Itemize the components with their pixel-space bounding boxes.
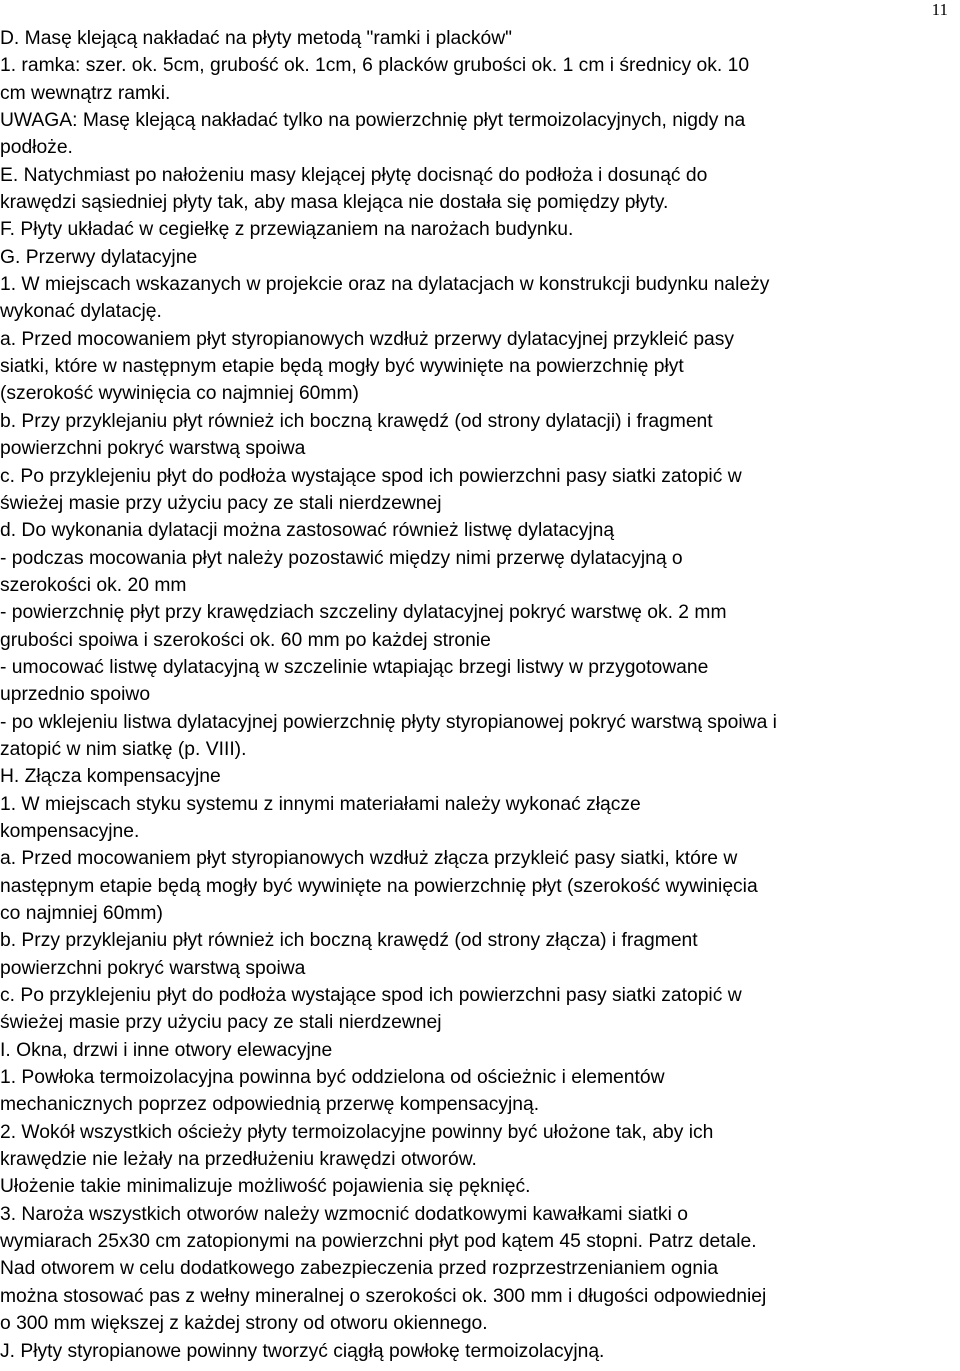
text-line: siatki, które w następnym etapie będą mogły być wywinięte na powierzchnię płyt bbox=[0, 356, 684, 378]
text-line: 1. W miejscach styku systemu z innymi materiałami należy wykonać złącze bbox=[0, 793, 641, 815]
text-line: D. Masę klejącą nakładać na płyty metodą "ramki i placków" bbox=[0, 28, 513, 49]
text-line: Nad otworem w celu dodatkowego zabezpieczenia przed rozprzestrzenianiem ognia bbox=[0, 1258, 719, 1280]
text-line: 3. Naroża wszystkich otworów należy wzmocnić dodatkowymi kawałkami siatki o bbox=[0, 1203, 688, 1225]
text-line: b. Przy przyklejaniu płyt również ich boczną krawędź (od strony złącza) i fragment bbox=[0, 930, 698, 952]
text-line: o 300 mm większej z każdej strony od otworu okiennego. bbox=[0, 1313, 488, 1335]
text-line: krawędzie nie leżały na przedłużeniu krawędzi otworów. bbox=[0, 1149, 477, 1171]
text-line: świeżej masie przy użyciu pacy ze stali nierdzewnej bbox=[0, 492, 442, 514]
text-line: szerokości ok. 20 mm bbox=[0, 574, 187, 596]
text-line: co najmniej 60mm) bbox=[0, 903, 163, 924]
text-line: cm wewnątrz ramki. bbox=[0, 82, 171, 104]
text-line: można stosować pas z wełny mineralnej o szerokości ok. 300 mm i długości odpowiedniej bbox=[0, 1285, 767, 1307]
text-line: - po wklejeniu listwa dylatacyjnej powierzchnię płyty styropianowej pokryć warstwą spoiwa i bbox=[0, 711, 777, 733]
text-line: powierzchni pokryć warstwą spoiwa bbox=[0, 957, 306, 979]
text-line: G. Przerwy dylatacyjne bbox=[0, 246, 198, 268]
text-line: (szerokość wywinięcia co najmniej 60mm) bbox=[0, 383, 359, 405]
text-line: I. Okna, drzwi i inne otwory elewacyjne bbox=[0, 1039, 333, 1061]
text-line: UWAGA: Masę klejącą nakładać tylko na powierzchnię płyt termoizolacyjnych, nigdy na bbox=[0, 110, 746, 132]
text-line: H. Złącza kompensacyjne bbox=[0, 766, 221, 788]
text-line: c. Po przyklejeniu płyt do podłoża wystające spod ich powierzchni pasy siatki zatopić w bbox=[0, 985, 742, 1007]
text-line: zatopić w nim siatkę (p. VIII). bbox=[0, 738, 247, 760]
text-line: wymiarach 25x30 cm zatopionymi na powierzchni płyt pod kątem 45 stopni. Patrz detale. bbox=[0, 1231, 757, 1253]
text-line: - podczas mocowania płyt należy pozostawić między nimi przerwę dylatacyjną o bbox=[0, 547, 683, 569]
text-line: - powierzchnię płyt przy krawędziach szczeliny dylatacyjnej pokryć warstwę ok. 2 mm bbox=[0, 602, 727, 624]
text-line: a. Przed mocowaniem płyt styropianowych wzdłuż złącza przykleić pasy siatki, które w bbox=[0, 848, 738, 870]
document-body bbox=[0, 25, 958, 1365]
text-line: 1. ramka: szer. ok. 5cm, grubość ok. 1cm, 6 placków grubości ok. 1 cm i średnicy ok. 10 bbox=[0, 55, 750, 77]
text-line: 1. Powłoka termoizolacyjna powinna być oddzielona od ościeżnic i elementów bbox=[0, 1067, 665, 1089]
text-line: następnym etapie będą mogły być wywinięte na powierzchnię płyt (szerokość wywinięcia bbox=[0, 875, 758, 897]
text-line: c. Po przyklejeniu płyt do podłoża wystające spod ich powierzchni pasy siatki zatopić w bbox=[0, 465, 742, 487]
text-line: - umocować listwę dylatacyjną w szczelinie wtapiając brzegi listwy w przygotowane bbox=[0, 656, 709, 678]
text-line: F. Płyty układać w cegiełkę z przewiązaniem na narożach budynku. bbox=[0, 219, 574, 241]
text-line: powierzchni pokryć warstwą spoiwa bbox=[0, 438, 306, 460]
text-line: świeżej masie przy użyciu pacy ze stali nierdzewnej bbox=[0, 1012, 442, 1034]
page-number: 11 bbox=[931, 0, 948, 19]
text-line: E. Natychmiast po nałożeniu masy klejącej płytę docisnąć do podłoża i dosunąć do bbox=[0, 164, 708, 186]
text-line: Ułożenie takie minimalizuje możliwość pojawienia się pęknięć. bbox=[0, 1176, 531, 1198]
text-line: 1. W miejscach wskazanych w projekcie oraz na dylatacjach w konstrukcji budynku należy bbox=[0, 274, 770, 296]
text-line: krawędzi sąsiedniej płyty tak, aby masa klejąca nie dostała się pomiędzy płyty. bbox=[0, 192, 669, 214]
text-line: grubości spoiwa i szerokości ok. 60 mm po każdej stronie bbox=[0, 629, 491, 651]
text-line: kompensacyjne. bbox=[0, 820, 140, 842]
text-line: d. Do wykonania dylatacji można zastosować również listwę dylatacyjną bbox=[0, 520, 615, 542]
text-line: uprzednio spoiwo bbox=[0, 684, 151, 706]
text-line: J. Płyty styropianowe powinny tworzyć ciągłą powłokę termoizolacyjną. bbox=[0, 1340, 605, 1362]
text-line: 2. Wokół wszystkich ościeży płyty termoizolacyjne powinny być ułożone tak, aby ich bbox=[0, 1121, 714, 1143]
text-line: wykonać dylatację. bbox=[0, 301, 162, 323]
text-line: b. Przy przyklejaniu płyt również ich boczną krawędź (od strony dylatacji) i fragment bbox=[0, 410, 713, 432]
text-line: mechanicznych poprzez odpowiednią przerwę kompensacyjną. bbox=[0, 1094, 540, 1116]
text-line: podłoże. bbox=[0, 137, 73, 159]
text-line: a. Przed mocowaniem płyt styropianowych wzdłuż przerwy dylatacyjnej przykleić pasy bbox=[0, 328, 735, 350]
